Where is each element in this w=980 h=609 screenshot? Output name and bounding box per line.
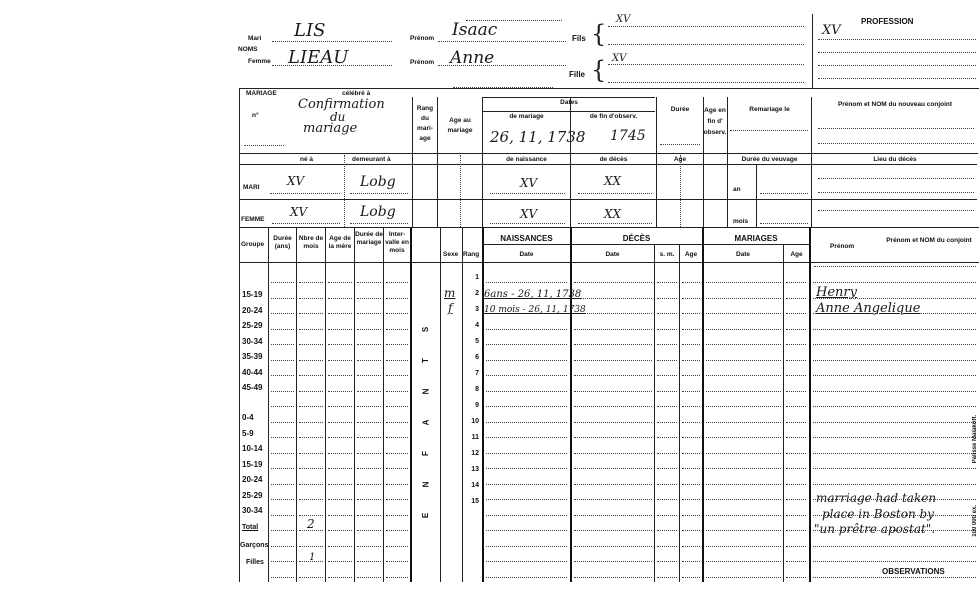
mari-dem-value: Lobg bbox=[360, 174, 396, 190]
femme-prenom: Anne bbox=[450, 48, 495, 68]
mois-label: mois bbox=[733, 218, 749, 225]
group-row-label: 20-24 bbox=[242, 475, 263, 484]
fille-value: XV bbox=[612, 53, 627, 64]
rank-number: 7 bbox=[475, 370, 479, 377]
naiss-date-label: Date bbox=[519, 251, 534, 258]
child-2-sexe: f bbox=[448, 301, 453, 315]
ne-a-label: né à bbox=[300, 156, 314, 163]
noms-label: NOMS bbox=[238, 46, 258, 53]
age-mere-label: Age de la mère bbox=[328, 235, 352, 250]
celebre-value-2: du bbox=[330, 110, 346, 124]
enfants-letter: F bbox=[420, 451, 430, 456]
femme-nom: LIEAU bbox=[288, 47, 349, 68]
mariage-age-label: Age bbox=[790, 251, 803, 258]
rank-number: 4 bbox=[475, 322, 479, 329]
mariage-label: MARIAGE bbox=[246, 90, 277, 97]
celebre-value-3: mariage bbox=[303, 121, 358, 136]
child-1-sexe: m bbox=[444, 286, 456, 300]
mari-prenom-label: Prénom bbox=[410, 35, 435, 42]
mari-nom: LIS bbox=[294, 20, 326, 41]
age-au-mariage-label: Age au mariage bbox=[447, 117, 473, 134]
rank-number: 6 bbox=[475, 354, 479, 361]
mariages-label: MARIAGES bbox=[734, 234, 778, 243]
celebre-value-1: Confirmation bbox=[298, 97, 385, 112]
nbre-mois-label: Nbre de mois bbox=[298, 235, 324, 250]
femme-ne-value: XV bbox=[290, 205, 308, 219]
femme-deces-value: XX bbox=[604, 207, 622, 221]
mari-ne-value: XV bbox=[287, 174, 305, 188]
group-row-label: 30-34 bbox=[242, 336, 263, 346]
group-row-label: 25-29 bbox=[242, 490, 263, 500]
rank-number: 5 bbox=[475, 338, 479, 345]
garcons-label: Garçons bbox=[240, 542, 269, 549]
intervalle-label: Inter-valle en mois bbox=[385, 231, 409, 254]
rank-number: 1 bbox=[475, 274, 479, 281]
remariage-label: Remariage le bbox=[749, 106, 790, 113]
group-row-label: 5-9 bbox=[242, 428, 254, 438]
rank-number: 11 bbox=[471, 434, 479, 441]
fin-obs-label: de fin d'observ. bbox=[589, 113, 638, 120]
rang-label: Rang du mari-age bbox=[416, 105, 434, 142]
rank-number: 15 bbox=[471, 498, 479, 505]
de-naissance-label: de naissance bbox=[506, 156, 547, 163]
fille-brace: { bbox=[591, 56, 607, 84]
age-fin-label: Age en fin d' observ. bbox=[703, 107, 727, 136]
no-label: n° bbox=[252, 112, 259, 119]
child-2-naissance: 10 mois - 26, 11, 1738 bbox=[484, 305, 586, 315]
de-deces-label: de décès bbox=[599, 156, 628, 163]
rank-number: 2 bbox=[475, 290, 479, 297]
demeurant-label: demeurant à bbox=[352, 156, 391, 163]
nouveau-conjoint-label: Prénom et NOM du nouveau conjoint bbox=[837, 101, 953, 108]
dates-label: Dates bbox=[560, 99, 578, 106]
fils-brace: { bbox=[591, 20, 607, 48]
rank-number: 3 bbox=[475, 306, 479, 313]
group-row-label: 25-29 bbox=[242, 321, 263, 330]
observations-label: OBSERVATIONS bbox=[882, 567, 945, 576]
printer-mark: Palisse Malakoff. bbox=[972, 415, 978, 464]
mari-deces-value: XX bbox=[604, 174, 622, 188]
date-mariage-value: 26, 11, 1738 bbox=[490, 128, 586, 146]
group-row-label: 20-24 bbox=[242, 305, 263, 315]
group-row-label: 15-19 bbox=[242, 459, 263, 469]
rank-number: 9 bbox=[475, 402, 479, 409]
obs-line-3: "un prêtre apostat". bbox=[814, 522, 936, 536]
mariage-date-label: Date bbox=[735, 251, 751, 258]
prenom-col-label: Prénom bbox=[830, 243, 855, 250]
group-row-label: 0-4 bbox=[242, 413, 254, 422]
profession-label: PROFESSION bbox=[861, 17, 914, 26]
fils-label: Fils bbox=[572, 34, 586, 43]
enfants-letter: S bbox=[421, 326, 431, 333]
rank-number: 12 bbox=[471, 450, 479, 457]
femme-dem-value: Lobg bbox=[360, 204, 396, 220]
sm-label: s. m. bbox=[659, 251, 675, 258]
femme-prenom-label: Prénom bbox=[410, 59, 435, 66]
total-label: Total bbox=[242, 524, 259, 531]
enfants-letter: N bbox=[421, 388, 431, 395]
group-row-label: 15-19 bbox=[242, 290, 263, 299]
duree-ans-label: Durée (ans) bbox=[273, 235, 292, 250]
duree-label: Durée bbox=[670, 106, 690, 113]
mari-naiss-value: XV bbox=[520, 176, 538, 190]
rank-number: 8 bbox=[475, 386, 479, 393]
sexe-label: Sexe bbox=[443, 251, 459, 258]
an-label: an bbox=[733, 186, 741, 193]
lieu-deces-label: Lieu du décès bbox=[873, 156, 917, 163]
print-count: 100 000 ex. bbox=[972, 505, 978, 537]
profession-value: XV bbox=[822, 23, 841, 38]
group-row-label: 30-34 bbox=[242, 506, 263, 515]
naissances-label: NAISSANCES bbox=[500, 234, 553, 243]
femme-row-label: FEMME bbox=[241, 216, 265, 223]
de-mariage-label: de mariage bbox=[509, 113, 544, 120]
child-2-prenom: Anne Angelique bbox=[816, 301, 921, 316]
femme-naiss-value: XV bbox=[520, 207, 538, 221]
mari-prenom: Isaac bbox=[452, 20, 498, 40]
obs-line-2: place in Boston by bbox=[822, 507, 934, 521]
enfants-letter: T bbox=[420, 358, 430, 363]
mari-label: Mari bbox=[248, 35, 262, 42]
filles-value: 1 bbox=[309, 552, 316, 563]
duree-veuvage-label: Durée du veuvage bbox=[741, 156, 798, 163]
child-1-prenom: Henry bbox=[816, 285, 857, 300]
femme-label: Femme bbox=[248, 58, 271, 65]
group-row-label: 45-49 bbox=[242, 383, 263, 392]
prenom-nom-conjoint-label: Prénom et NOM du conjoint bbox=[886, 237, 972, 244]
fils-value: XV bbox=[616, 14, 631, 25]
age2-label: Age bbox=[673, 156, 687, 163]
group-row-label: 40-44 bbox=[242, 367, 263, 377]
duree-mariage-label: Durée de mariage bbox=[355, 231, 383, 246]
deces-date-label: Date bbox=[605, 251, 620, 258]
total-value: 2 bbox=[307, 517, 315, 531]
rank-number: 10 bbox=[471, 418, 479, 425]
enfants-letter: N bbox=[421, 481, 431, 488]
fille-label: Fille bbox=[569, 70, 586, 79]
enfants-letter: A bbox=[421, 419, 431, 426]
rank-number: 14 bbox=[471, 482, 479, 489]
group-row-label: 35-39 bbox=[242, 352, 263, 361]
rank-number: 13 bbox=[471, 466, 479, 473]
child-1-naissance: 6ans - 26, 11, 1738 bbox=[484, 289, 582, 300]
rang-col-label: Rang bbox=[463, 251, 480, 258]
filles-label: Filles bbox=[246, 559, 264, 566]
groupe-label: Groupe bbox=[241, 241, 265, 248]
group-row-label: 10-14 bbox=[242, 444, 263, 453]
celebre-label: célébré à bbox=[342, 90, 371, 97]
deces-col-label: DÉCÈS bbox=[622, 234, 651, 243]
deces-age-label: Age bbox=[684, 251, 698, 258]
obs-line-1: marriage had taken bbox=[816, 491, 937, 505]
mari-row-label: MARI bbox=[243, 184, 260, 191]
enfants-letter: E bbox=[421, 512, 431, 519]
fin-obs-value: 1745 bbox=[610, 128, 646, 144]
